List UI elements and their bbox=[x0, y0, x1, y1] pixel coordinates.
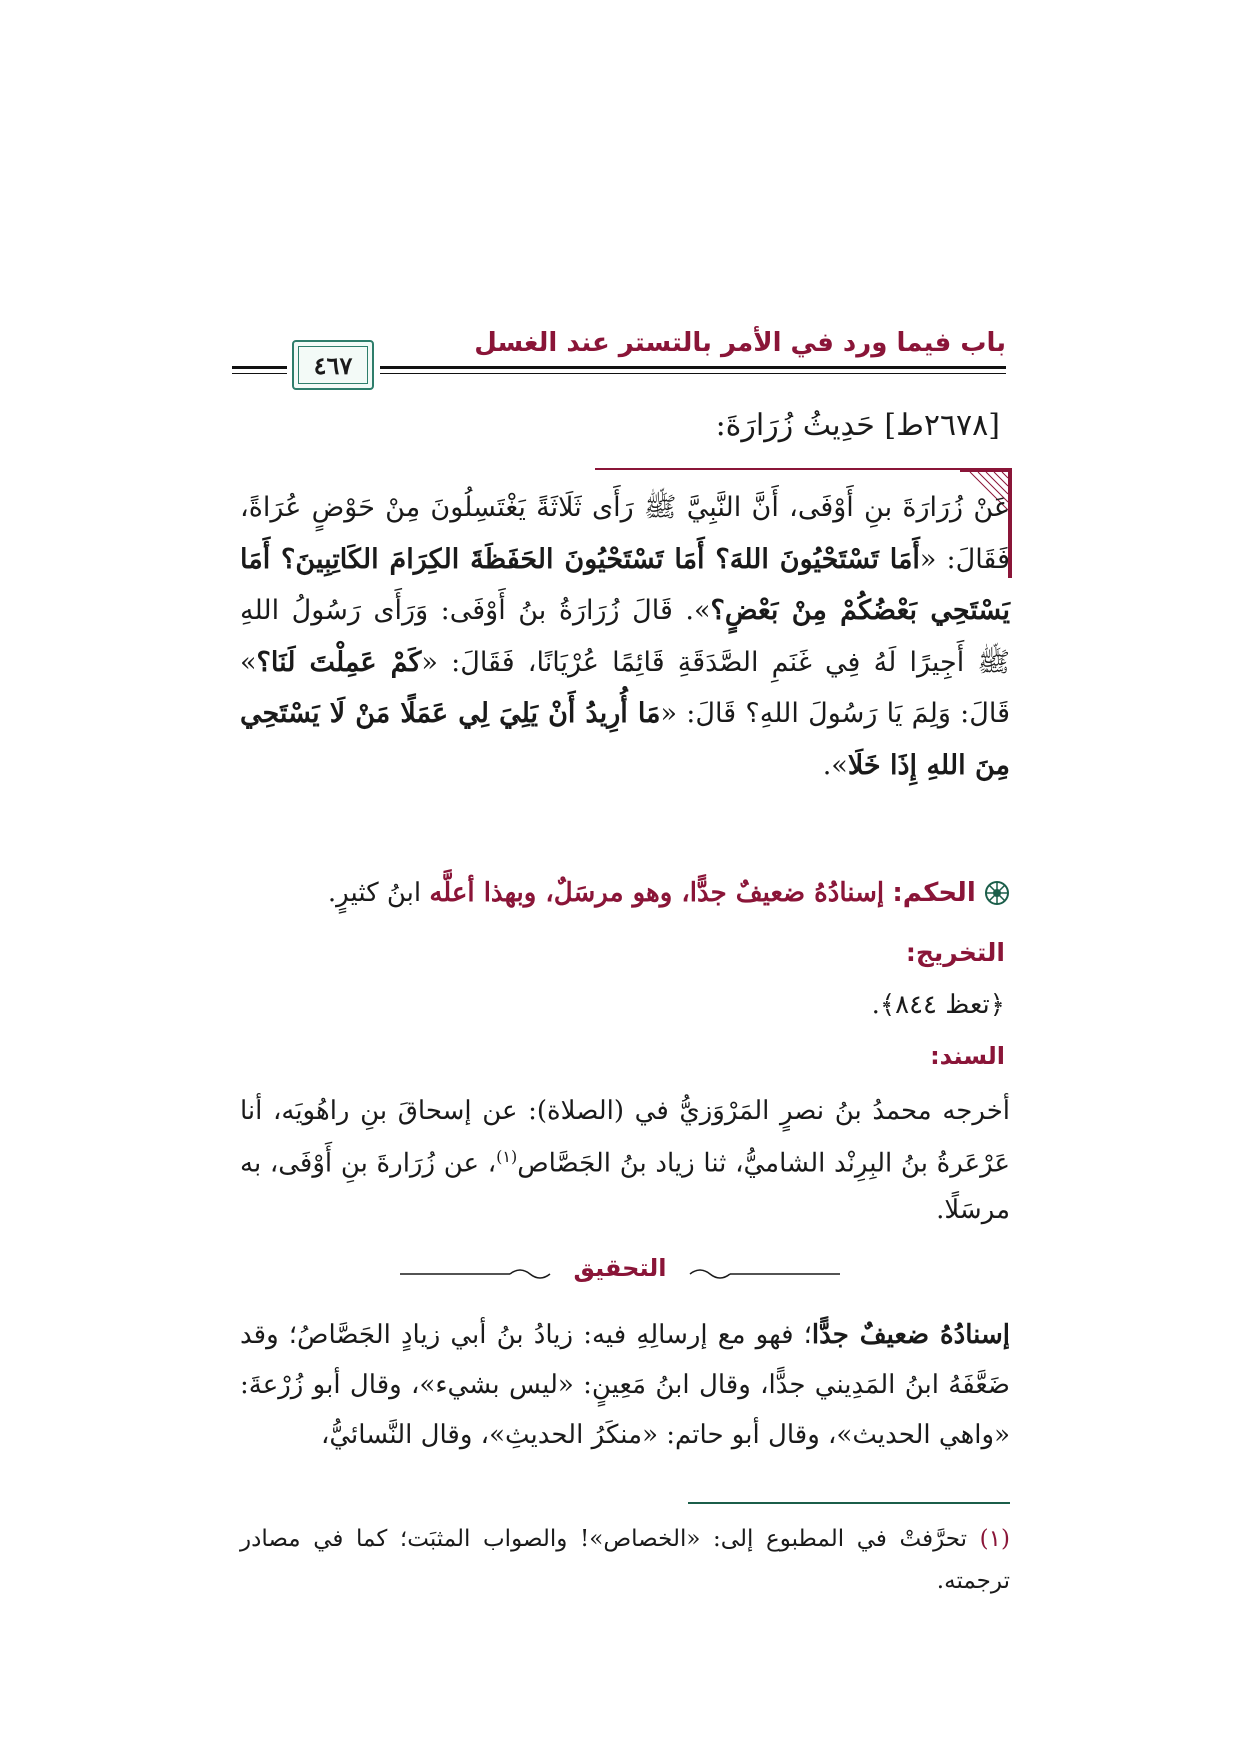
header-rule bbox=[380, 366, 1006, 369]
hadith-text-part: ». bbox=[822, 749, 848, 781]
hadith-quote: مَا أُرِيدُ أَنْ يَلِيَ لِي عَمَلًا مَنْ لَا يَسْتَحِي مِنَ اللهِ إِذَا خَلَا bbox=[240, 698, 1010, 781]
takhrij-heading: التخريج: bbox=[905, 938, 1005, 967]
footnote-number: (١) bbox=[979, 1526, 1010, 1552]
sanad-text-part: ، عن زُرَارةَ بنِ أَوْفَى، به مرسَلًا. bbox=[240, 1148, 1010, 1225]
hadith-text-part: عَنْ زُرَارَةَ بنِ أَوْفَى، أَنَّ النَّبِيَّ ﷺ رَأَى ثَلَاثَةً يَغْتَسِلُونَ مِنْ حَوْضٍ عُرَاةً، فَقَالَ: « bbox=[240, 492, 1010, 575]
hadith-quote: كَمْ عَمِلْتَ لَنَا؟ bbox=[256, 646, 422, 678]
hadith-title: [٢٦٧٨ط] حَدِيثُ زُرَارَةَ: bbox=[715, 408, 1000, 443]
sanad-heading: السند: bbox=[930, 1042, 1005, 1070]
hadith-text bbox=[240, 482, 1010, 791]
ruling-line bbox=[240, 878, 1010, 908]
header-rule-left-thin bbox=[232, 373, 287, 374]
ruling-label: الحكم: bbox=[892, 878, 976, 908]
tahqiq-text-part: ؛ فهو مع إرسالِهِ فيه: زيادُ بنُ أبي زيادٍ الجَصَّاصُ؛ وقد ضَعَّفَهُ ابنُ المَدِيني جدًّا، وقال ابنُ مَعِينٍ: «ليس بشيء»، وقال أبو زُرْعةَ: «واهي الحديث»، وقال أبو حاتم: «منكَرُ الحديثِ»، وقال النَّسائيُّ، bbox=[240, 1320, 1010, 1450]
page-number-badge bbox=[292, 340, 374, 390]
tahqiq-text bbox=[240, 1310, 1010, 1460]
header-rule-thin bbox=[380, 373, 1006, 374]
header-rule-left bbox=[232, 366, 287, 369]
hadith-text-part: » قَالَ: وَلِمَ يَا رَسُولَ اللهِ؟ قَالَ: « bbox=[240, 646, 1010, 729]
footnote bbox=[240, 1518, 1010, 1602]
footnote-text: تحرَّفتْ في المطبوع إلى: «الخصاص»! والصواب المثبَت؛ كما في مصادر ترجمته. bbox=[240, 1526, 1010, 1594]
tahqiq-lead: إسنادُهُ ضعيفٌ جدًّا bbox=[811, 1320, 1011, 1350]
sanad-text-part: أخرجه محمدُ بنُ نصرٍ المَرْوَزيُّ في (الصلاة): عن إسحاقَ بنِ راهُويَه، أنا عَرْعَرةُ بنُ البِرِنْد الشاميُّ، ثنا زياد بنُ الجَصَّاص bbox=[240, 1096, 1010, 1179]
hadith-text-part: ». قَالَ زُرَارَةُ بنُ أَوْفَى: وَرَأَى رَسُولُ اللهِ ﷺ أَجِيرًا لَهُ فِي غَنَمِ الصَّدَقَةِ قَائِمًا عُرْيَانًا، فَقَالَ: « bbox=[240, 595, 1010, 678]
tahqiq-heading: التحقيق bbox=[573, 1254, 667, 1282]
sanad-text bbox=[240, 1088, 1010, 1233]
footnote-rule bbox=[688, 1502, 1010, 1504]
hadith-quote: أَمَا تَسْتَحْيُونَ اللهَ؟ أَمَا تَسْتَحْيُونَ الحَفَظَةَ الكِرَامَ الكَاتِبِينَ؟ أَمَا يَسْتَحِي بَعْضُكُمْ مِنْ بَعْضٍ؟ bbox=[240, 543, 1011, 626]
hadith-top-line bbox=[595, 468, 1008, 470]
ruling-rest: ابنُ كثيرٍ. bbox=[327, 878, 430, 908]
footnote-reference: (١) bbox=[496, 1147, 518, 1166]
ruling-verdict: إسنادُهُ ضعيفٌ جدًّا، وهو مرسَلٌ، وبهذا أعلَّه bbox=[429, 878, 885, 908]
takhrij-reference: ﴿تعظ ٨٤٤﴾. bbox=[871, 990, 1005, 1020]
chapter-title: باب فيما ورد في الأمر بالتستر عند الغسل bbox=[474, 328, 1006, 358]
flower-ornament-icon bbox=[984, 880, 1010, 906]
page-number: ٤٦٧ bbox=[313, 350, 353, 380]
